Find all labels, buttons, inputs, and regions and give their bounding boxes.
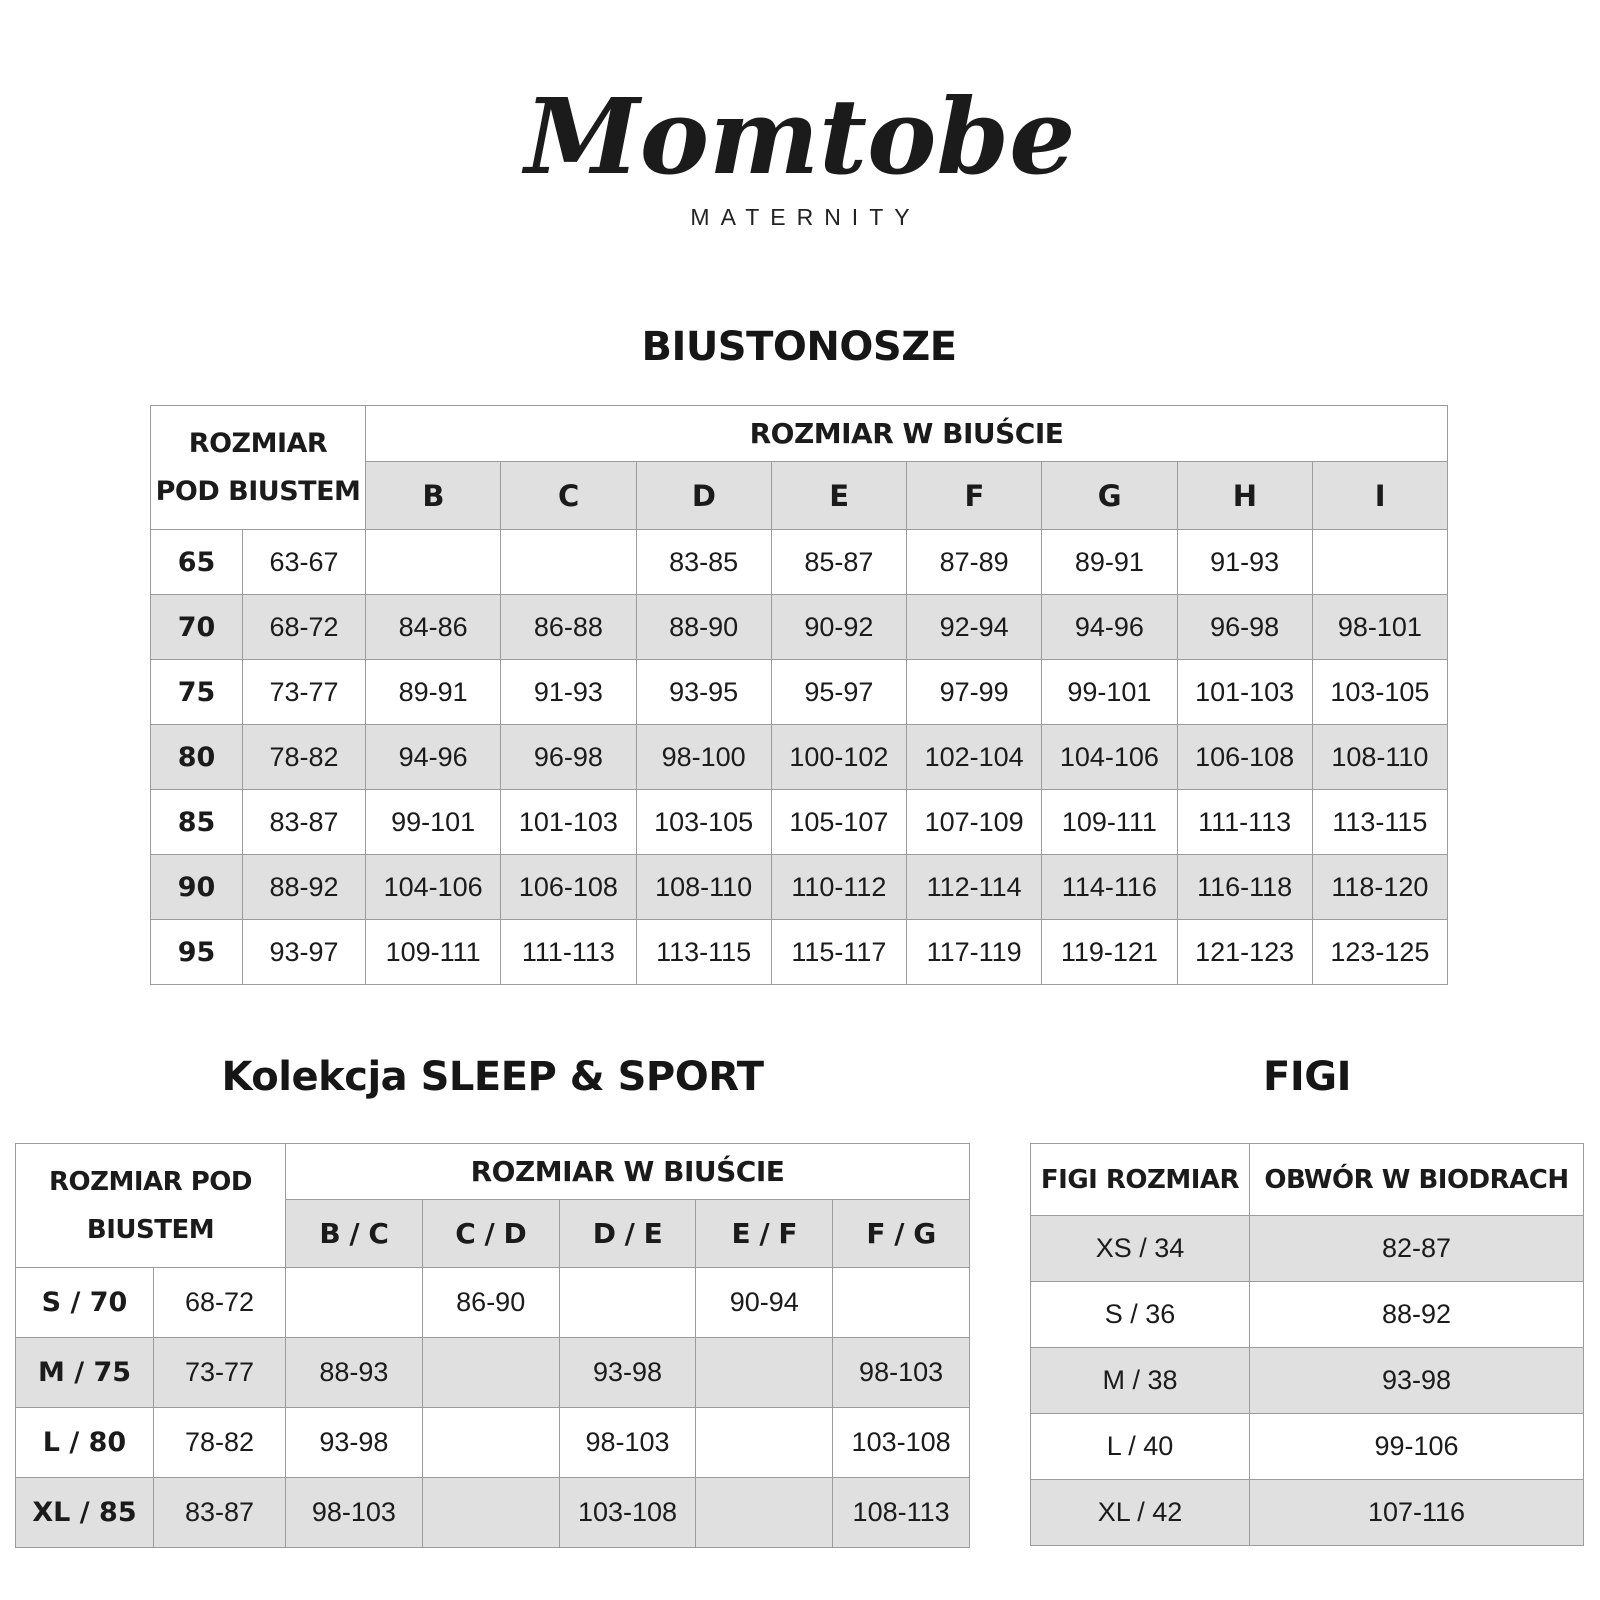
bras-corner-line1: ROZMIAR — [188, 427, 328, 459]
band-size-cell: 80 — [151, 725, 243, 790]
cup-size-header: C / D — [422, 1200, 559, 1268]
bust-range-cell: 90-92 — [771, 595, 906, 660]
cup-size-header: D / E — [559, 1200, 696, 1268]
table-row — [16, 1338, 970, 1408]
table-row — [151, 855, 1448, 920]
underbust-range-cell: 73-77 — [243, 660, 366, 725]
bust-range-cell: 108-110 — [636, 855, 771, 920]
sleep-corner-line2: BIUSTEM — [86, 1214, 215, 1245]
figi-hips-header: OBWÓR W BIODRACH — [1250, 1144, 1584, 1216]
bust-range-cell: 118-120 — [1312, 855, 1447, 920]
table-row — [1031, 1144, 1584, 1216]
bust-range-cell: 98-103 — [286, 1478, 423, 1548]
bust-range-cell — [559, 1268, 696, 1338]
bust-range-cell — [696, 1478, 833, 1548]
bust-range-cell — [286, 1268, 423, 1338]
cup-size-header: D — [636, 462, 771, 530]
bust-range-cell: 112-114 — [907, 855, 1042, 920]
bust-range-cell: 94-96 — [1042, 595, 1177, 660]
bust-range-cell: 106-108 — [501, 855, 636, 920]
band-size-cell: XL / 85 — [16, 1478, 154, 1548]
bust-range-cell: 103-105 — [1312, 660, 1447, 725]
bust-range-cell: 98-100 — [636, 725, 771, 790]
cup-size-header: B — [366, 462, 501, 530]
bras-corner-line2: POD BIUSTEM — [155, 475, 361, 507]
sleep-corner-header — [16, 1144, 286, 1268]
band-size-cell: S / 70 — [16, 1268, 154, 1338]
band-size-cell: 70 — [151, 595, 243, 660]
figi-size-cell: XS / 34 — [1031, 1216, 1250, 1282]
bust-range-cell: 103-105 — [636, 790, 771, 855]
bust-range-cell: 94-96 — [366, 725, 501, 790]
bust-range-cell — [366, 530, 501, 595]
bust-range-cell: 104-106 — [366, 855, 501, 920]
bust-range-cell: 109-111 — [366, 920, 501, 985]
band-size-cell: 75 — [151, 660, 243, 725]
bust-range-cell: 98-103 — [833, 1338, 970, 1408]
bust-range-cell: 113-115 — [636, 920, 771, 985]
sleep-sport-section-title: Kolekcja SLEEP & SPORT — [221, 1054, 764, 1100]
bust-range-cell: 110-112 — [771, 855, 906, 920]
table-row — [151, 725, 1448, 790]
bust-range-cell: 90-94 — [696, 1268, 833, 1338]
bras-bust-group-header: ROZMIAR W BIUŚCIE — [366, 406, 1448, 462]
band-size-cell: 90 — [151, 855, 243, 920]
table-row — [16, 1144, 970, 1200]
bust-range-cell: 116-118 — [1177, 855, 1312, 920]
cup-size-header: H — [1177, 462, 1312, 530]
table-row — [1031, 1414, 1584, 1480]
band-size-cell: 85 — [151, 790, 243, 855]
bust-range-cell: 104-106 — [1042, 725, 1177, 790]
bras-section-title: BIUSTONOSZE — [641, 324, 957, 370]
bust-range-cell: 86-88 — [501, 595, 636, 660]
figi-size-header: FIGI ROZMIAR — [1031, 1144, 1250, 1216]
cup-size-header: F / G — [833, 1200, 970, 1268]
table-row — [1031, 1480, 1584, 1546]
bust-range-cell: 91-93 — [501, 660, 636, 725]
bust-range-cell: 111-113 — [1177, 790, 1312, 855]
underbust-range-cell: 63-67 — [243, 530, 366, 595]
bust-range-cell: 103-108 — [833, 1408, 970, 1478]
cup-size-header: C — [501, 462, 636, 530]
cup-size-header: I — [1312, 462, 1447, 530]
bras-size-table — [150, 405, 1448, 985]
bust-range-cell: 114-116 — [1042, 855, 1177, 920]
brand-logo-script-text: Momtobe — [524, 75, 1076, 198]
table-row — [16, 1268, 970, 1338]
table-row — [151, 530, 1448, 595]
sleep-corner-line1: ROZMIAR POD — [49, 1166, 252, 1197]
bust-range-cell: 89-91 — [1042, 530, 1177, 595]
band-size-cell: 65 — [151, 530, 243, 595]
bust-range-cell — [422, 1338, 559, 1408]
bust-range-cell: 87-89 — [907, 530, 1042, 595]
bust-range-cell: 105-107 — [771, 790, 906, 855]
bust-range-cell: 97-99 — [907, 660, 1042, 725]
hips-range-cell: 99-106 — [1250, 1414, 1584, 1480]
bust-range-cell: 101-103 — [1177, 660, 1312, 725]
band-size-cell: L / 80 — [16, 1408, 154, 1478]
bust-range-cell: 91-93 — [1177, 530, 1312, 595]
bust-range-cell: 103-108 — [559, 1478, 696, 1548]
bust-range-cell — [696, 1408, 833, 1478]
bust-range-cell: 117-119 — [907, 920, 1042, 985]
cup-size-header: F — [907, 462, 1042, 530]
table-row — [1031, 1348, 1584, 1414]
bust-range-cell: 89-91 — [366, 660, 501, 725]
table-row — [151, 406, 1448, 462]
bust-range-cell: 84-86 — [366, 595, 501, 660]
bust-range-cell: 96-98 — [501, 725, 636, 790]
bust-range-cell: 98-103 — [559, 1408, 696, 1478]
table-row — [1031, 1282, 1584, 1348]
bust-range-cell: 108-113 — [833, 1478, 970, 1548]
bust-range-cell: 113-115 — [1312, 790, 1447, 855]
bust-range-cell: 99-101 — [1042, 660, 1177, 725]
table-row — [151, 660, 1448, 725]
sleep-sport-size-table — [15, 1143, 970, 1548]
bust-range-cell: 115-117 — [771, 920, 906, 985]
hips-range-cell: 107-116 — [1250, 1480, 1584, 1546]
table-row — [151, 920, 1448, 985]
bust-range-cell — [1312, 530, 1447, 595]
bust-range-cell — [422, 1408, 559, 1478]
underbust-range-cell: 73-77 — [154, 1338, 286, 1408]
bust-range-cell: 93-95 — [636, 660, 771, 725]
underbust-range-cell: 78-82 — [154, 1408, 286, 1478]
bust-range-cell: 100-102 — [771, 725, 906, 790]
bust-range-cell: 88-93 — [286, 1338, 423, 1408]
band-size-cell: M / 75 — [16, 1338, 154, 1408]
underbust-range-cell: 93-97 — [243, 920, 366, 985]
hips-range-cell: 82-87 — [1250, 1216, 1584, 1282]
underbust-range-cell: 78-82 — [243, 725, 366, 790]
hips-range-cell: 93-98 — [1250, 1348, 1584, 1414]
bust-range-cell: 96-98 — [1177, 595, 1312, 660]
table-row — [151, 790, 1448, 855]
cup-size-header: G — [1042, 462, 1177, 530]
figi-size-table — [1030, 1143, 1584, 1546]
bust-range-cell: 111-113 — [501, 920, 636, 985]
bust-range-cell — [696, 1338, 833, 1408]
bust-range-cell: 98-101 — [1312, 595, 1447, 660]
figi-size-cell: XL / 42 — [1031, 1480, 1250, 1546]
bust-range-cell: 92-94 — [907, 595, 1042, 660]
bust-range-cell: 119-121 — [1042, 920, 1177, 985]
bust-range-cell: 95-97 — [771, 660, 906, 725]
bust-range-cell: 86-90 — [422, 1268, 559, 1338]
bust-range-cell: 123-125 — [1312, 920, 1447, 985]
table-row — [16, 1408, 970, 1478]
figi-size-cell: L / 40 — [1031, 1414, 1250, 1480]
bust-range-cell: 101-103 — [501, 790, 636, 855]
underbust-range-cell: 83-87 — [243, 790, 366, 855]
bust-range-cell: 106-108 — [1177, 725, 1312, 790]
table-row — [151, 595, 1448, 660]
table-row — [1031, 1216, 1584, 1282]
bust-range-cell: 88-90 — [636, 595, 771, 660]
bust-range-cell: 109-111 — [1042, 790, 1177, 855]
underbust-range-cell: 68-72 — [243, 595, 366, 660]
cup-size-header: B / C — [286, 1200, 423, 1268]
figi-section-title: FIGI — [1263, 1054, 1351, 1100]
underbust-range-cell: 88-92 — [243, 855, 366, 920]
hips-range-cell: 88-92 — [1250, 1282, 1584, 1348]
bust-range-cell: 121-123 — [1177, 920, 1312, 985]
brand-logo — [0, 72, 1600, 231]
bust-range-cell — [422, 1478, 559, 1548]
bust-range-cell: 107-109 — [907, 790, 1042, 855]
table-row — [16, 1478, 970, 1548]
figi-size-cell: S / 36 — [1031, 1282, 1250, 1348]
bust-range-cell: 108-110 — [1312, 725, 1447, 790]
band-size-cell: 95 — [151, 920, 243, 985]
bust-range-cell: 93-98 — [559, 1338, 696, 1408]
bust-range-cell: 102-104 — [907, 725, 1042, 790]
bust-range-cell: 85-87 — [771, 530, 906, 595]
bust-range-cell — [833, 1268, 970, 1338]
figi-size-cell: M / 38 — [1031, 1348, 1250, 1414]
bras-corner-header — [151, 406, 366, 530]
sleep-bust-group-header: ROZMIAR W BIUŚCIE — [286, 1144, 970, 1200]
underbust-range-cell: 83-87 — [154, 1478, 286, 1548]
bust-range-cell: 93-98 — [286, 1408, 423, 1478]
brand-logo-subtitle: MATERNITY — [690, 204, 921, 230]
underbust-range-cell: 68-72 — [154, 1268, 286, 1338]
bust-range-cell: 83-85 — [636, 530, 771, 595]
bust-range-cell: 99-101 — [366, 790, 501, 855]
bust-range-cell — [501, 530, 636, 595]
cup-size-header: E / F — [696, 1200, 833, 1268]
cup-size-header: E — [771, 462, 906, 530]
